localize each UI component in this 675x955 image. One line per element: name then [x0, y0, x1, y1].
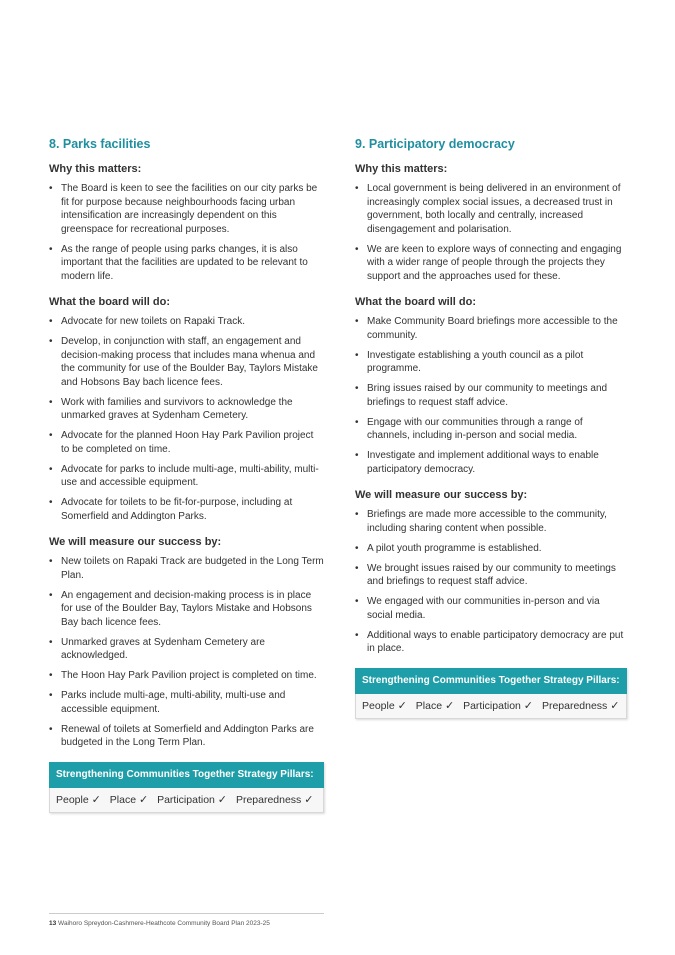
pillars-list [49, 788, 324, 813]
list-item: • Make Community Board briefings more accessible to the community. [355, 315, 627, 342]
check-icon: ✓ [138, 793, 149, 806]
footer-text: Waihoro Spreydon-Cashmere-Heathcote Community Board Plan 2023-25 [58, 920, 270, 927]
list-item: • Bring issues raised by our community to meetings and briefings to request staff advice. [355, 382, 627, 409]
list-item: • Local government is being delivered in an environment of increasingly complex social issues, a decreased trust in government, both locally and centrally, increased disengagement and polarisation. [355, 182, 627, 236]
pillars-heading: Strengthening Communities Together Strategy Pillars: [49, 762, 324, 788]
pillars-box [355, 668, 627, 719]
page-footer [49, 920, 270, 927]
check-icon: ✓ [217, 793, 228, 806]
section-title: 8. Parks facilities [49, 137, 151, 151]
list-item: • We brought issues raised by our community to meetings and briefings to request staff advice. [355, 562, 627, 589]
measure-heading: We will measure our success by: [49, 536, 222, 548]
section-participatory-democracy [355, 137, 627, 719]
do-list [49, 315, 324, 523]
list-item: • Develop, in conjunction with staff, an engagement and decision-making process that includes mana whenua and the community for use of the Boulder Bay, Taylors Mistake and Hobsons Bay bach licence fees. [49, 335, 324, 389]
check-icon: ✓ [523, 699, 534, 712]
section-title: 9. Participatory democracy [355, 137, 515, 151]
do-list [355, 315, 627, 476]
measure-list [355, 508, 627, 656]
why-heading: Why this matters: [49, 163, 142, 175]
list-item: • New toilets on Rapaki Track are budgeted in the Long Term Plan. [49, 555, 324, 582]
list-item: • A pilot youth programme is established. [355, 542, 627, 556]
list-item: • Briefings are made more accessible to the community, including sharing content when possible. [355, 508, 627, 535]
why-heading: Why this matters: [355, 163, 448, 175]
pillars-list [355, 694, 627, 719]
list-item: • An engagement and decision-making process is in place for use of the Boulder Bay, Taylors Mistake and Hobsons Bay bach licence fees. [49, 589, 324, 630]
check-icon: ✓ [91, 793, 101, 806]
check-icon: ✓ [397, 699, 407, 712]
list-item: • Advocate for new toilets on Rapaki Track. [49, 315, 324, 329]
list-item: • Parks include multi-age, multi-ability, multi-use and accessible equipment. [49, 689, 324, 716]
why-list [355, 182, 627, 283]
check-icon: ✓ [444, 699, 455, 712]
pillar-preparedness: Preparedness ✓ [541, 699, 620, 712]
list-item: • We engaged with our communities in-person and via social media. [355, 595, 627, 622]
why-list [49, 182, 324, 283]
list-item: • Investigate and implement additional ways to enable participatory democracy. [355, 449, 627, 476]
list-item: • Advocate for toilets to be fit-for-purpose, including at Somerfield and Addington Parks. [49, 496, 324, 523]
pillar-place: Place ✓ [415, 699, 455, 712]
list-item: • Advocate for parks to include multi-age, multi-ability, multi-use and accessible equipment. [49, 463, 324, 490]
list-item: • As the range of people using parks changes, it is also important that the facilities are updated to be relevant to modern life. [49, 243, 324, 284]
check-icon: ✓ [610, 699, 620, 712]
do-heading: What the board will do: [355, 296, 476, 308]
list-item: • Investigate establishing a youth council as a pilot programme. [355, 349, 627, 376]
list-item: • Work with families and survivors to acknowledge the unmarked graves at Sydenham Cemetery. [49, 396, 324, 423]
pillar-participation: Participation ✓ [157, 793, 228, 806]
pillar-preparedness: Preparedness ✓ [235, 793, 314, 806]
pillars-box [49, 762, 324, 813]
page-number: 13 [49, 920, 57, 927]
footer-divider [49, 913, 324, 914]
measure-list [49, 555, 324, 750]
list-item: • We are keen to explore ways of connecting and engaging with a wider range of people through the projects they support and the approaches used for these. [355, 243, 627, 284]
list-item: • Advocate for the planned Hoon Hay Park Pavilion project to be completed on time. [49, 429, 324, 456]
list-item: • Additional ways to enable participatory democracy are put in place. [355, 629, 627, 656]
pillar-place: Place ✓ [109, 793, 149, 806]
list-item: • Engage with our communities through a range of channels, including in-person and social media. [355, 416, 627, 443]
do-heading: What the board will do: [49, 296, 170, 308]
pillar-participation: Participation ✓ [463, 699, 534, 712]
pillar-people: People ✓ [56, 793, 101, 806]
pillars-heading: Strengthening Communities Together Strategy Pillars: [355, 668, 627, 694]
measure-heading: We will measure our success by: [355, 489, 528, 501]
list-item: • The Hoon Hay Park Pavilion project is completed on time. [49, 669, 324, 683]
list-item: • The Board is keen to see the facilities on our city parks be fit for purpose because neighbourhoods facing urban intensification are increasingly dependent on this greenspace for recreational purposes. [49, 182, 324, 236]
list-item: • Unmarked graves at Sydenham Cemetery are acknowledged. [49, 636, 324, 663]
pillar-people: People ✓ [362, 699, 407, 712]
check-icon: ✓ [304, 793, 314, 806]
section-parks-facilities [49, 137, 324, 813]
list-item: • Renewal of toilets at Somerfield and Addington Parks are budgeted in the Long Term Plan. [49, 723, 324, 750]
